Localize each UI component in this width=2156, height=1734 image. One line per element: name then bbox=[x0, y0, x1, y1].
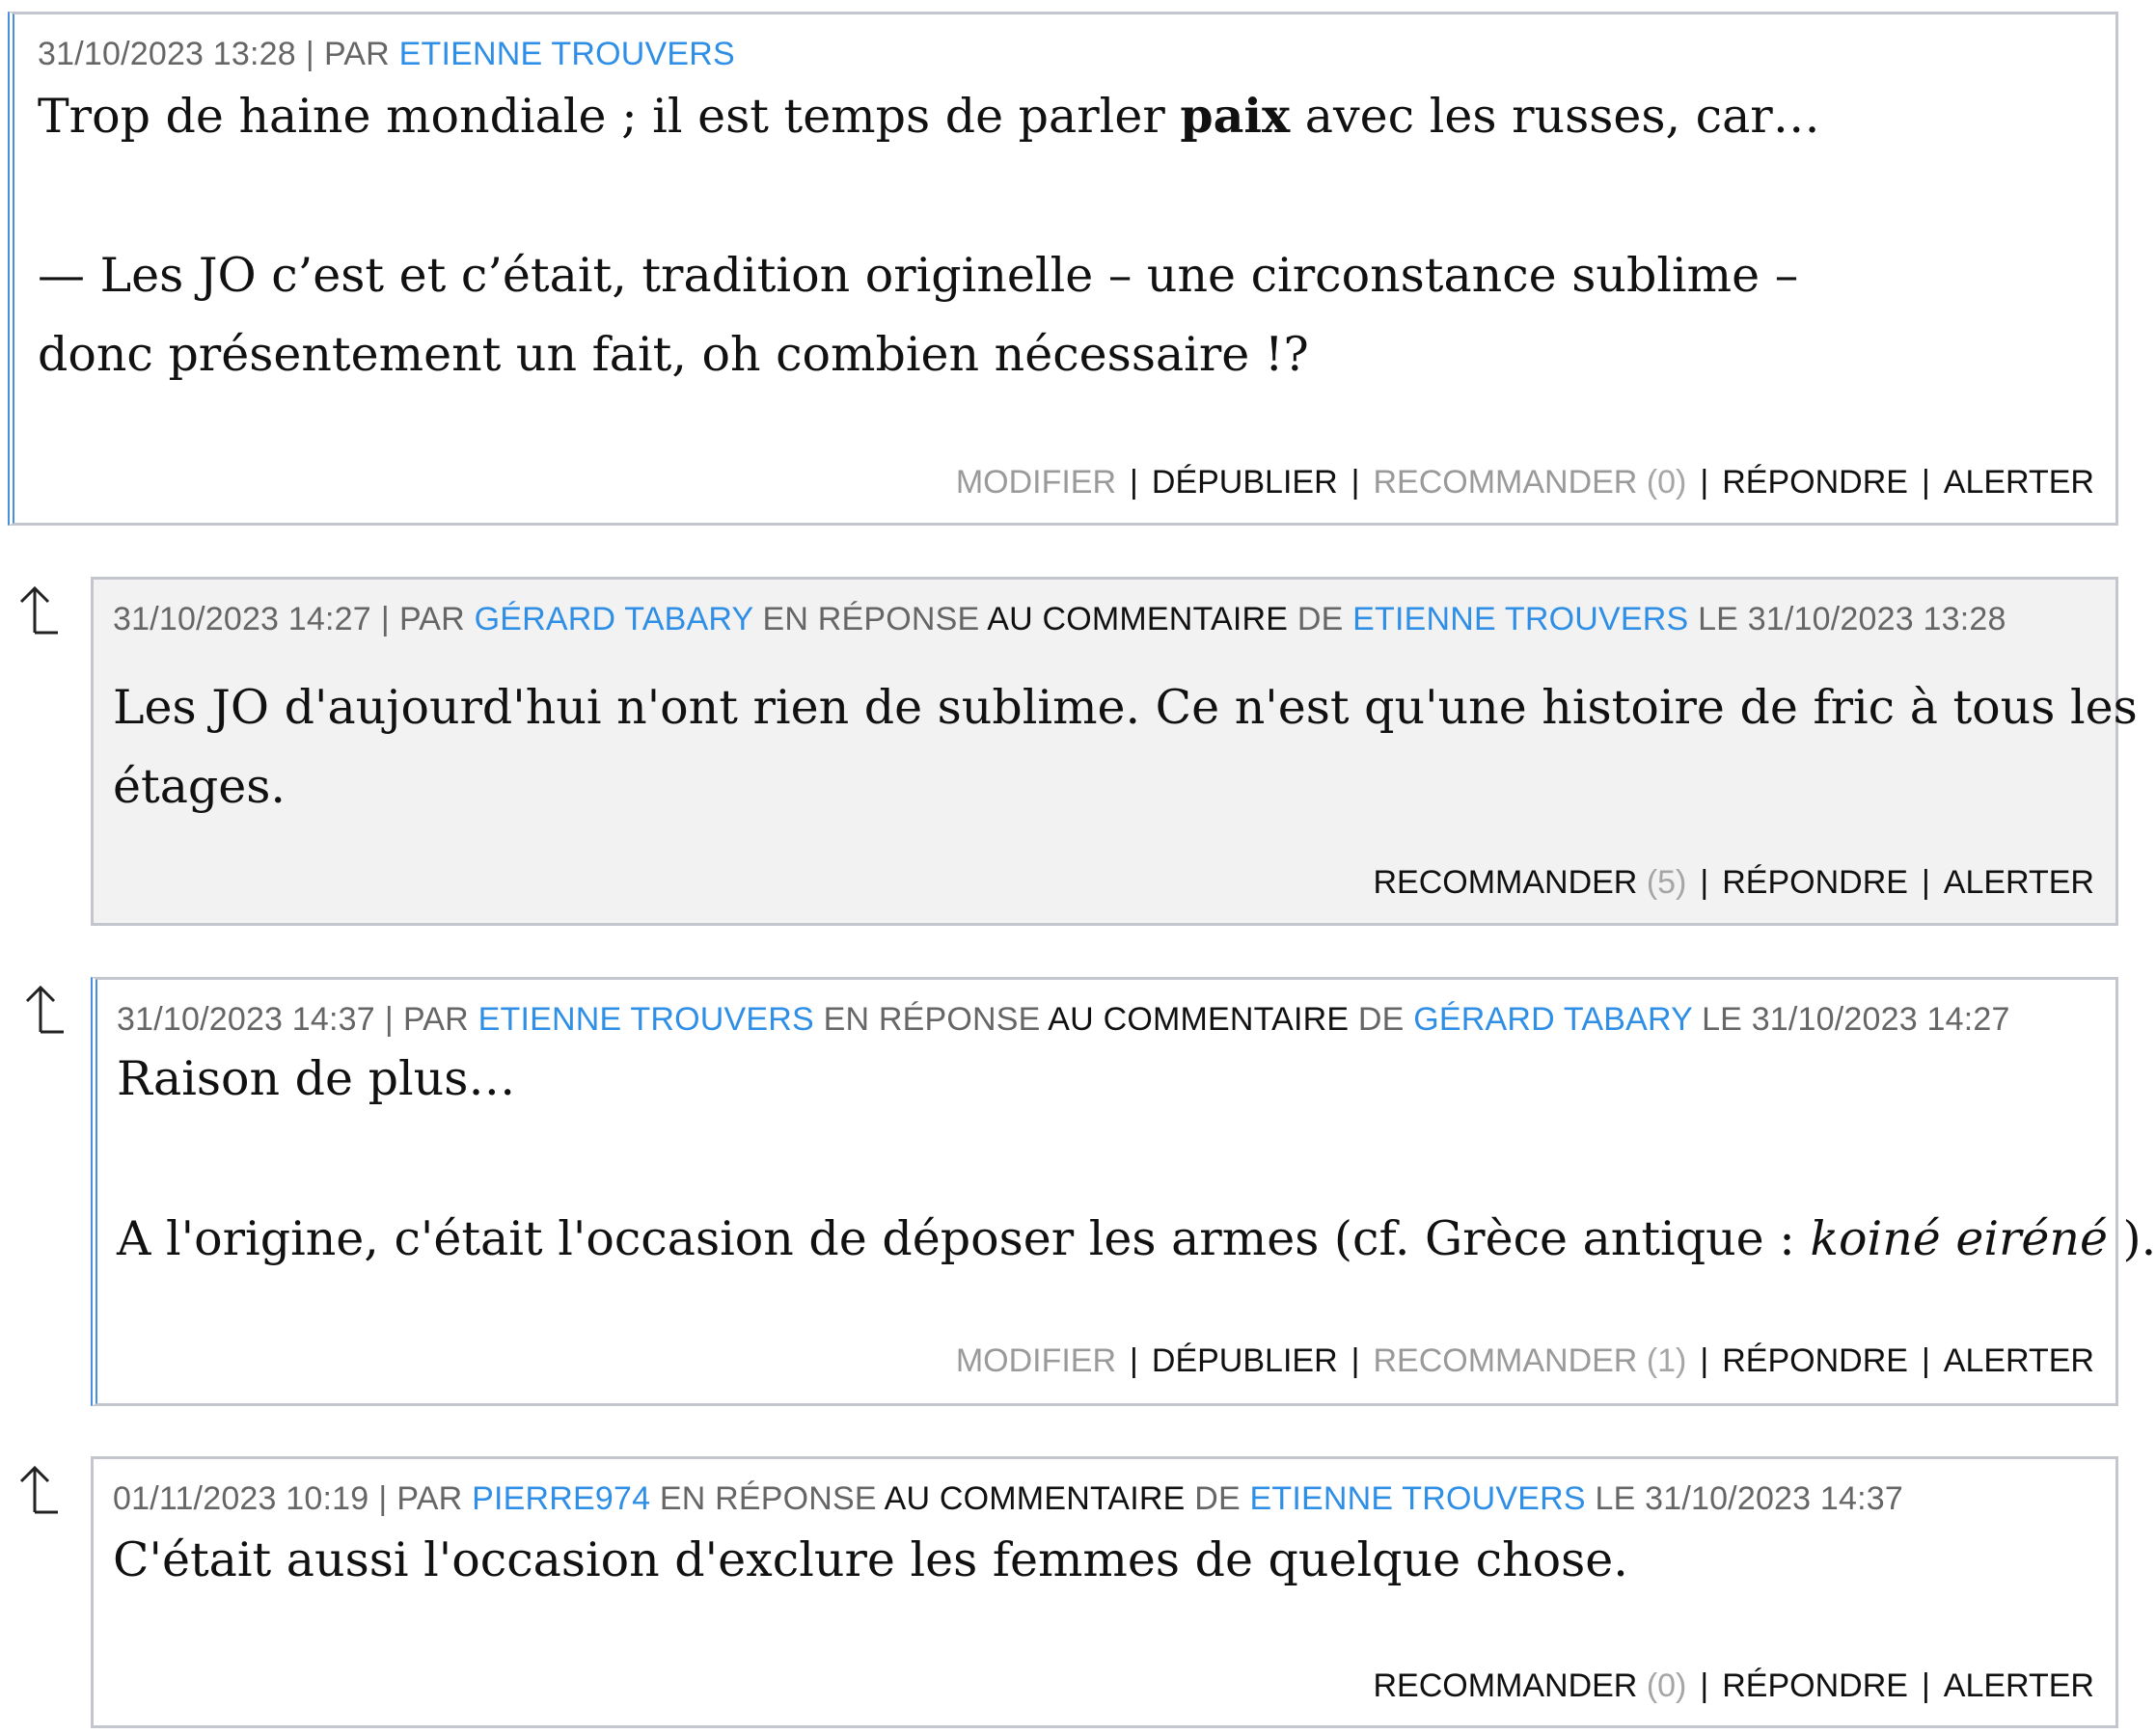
reply-arrow-icon bbox=[12, 581, 62, 638]
repondre-button[interactable]: RÉPONDRE bbox=[1722, 464, 1908, 501]
parent-date: LE 31/10/2023 14:37 bbox=[1595, 1480, 1903, 1517]
depublier-button[interactable]: DÉPUBLIER bbox=[1151, 1342, 1338, 1379]
comment-date: 01/11/2023 10:19 bbox=[113, 1480, 369, 1517]
recommander-button[interactable] bbox=[1373, 864, 1686, 901]
comment-4 bbox=[91, 1456, 2118, 1728]
separator: | bbox=[1921, 1667, 1930, 1704]
author-link[interactable]: GÉRARD TABARY bbox=[474, 601, 753, 637]
alerter-button[interactable]: ALERTER bbox=[1943, 1342, 2094, 1379]
de-label: DE bbox=[1194, 1480, 1241, 1517]
author-link[interactable]: PIERRE974 bbox=[472, 1480, 651, 1517]
recommend-count: (1) bbox=[1646, 1342, 1687, 1379]
comment-body bbox=[117, 1040, 2156, 1279]
de-label: DE bbox=[1357, 1001, 1405, 1038]
body-text: Raison de plus… bbox=[117, 1051, 516, 1106]
body-text: — Les JO c’est et c’était, tradition originelle – une circonstance sublime – bbox=[38, 248, 1799, 303]
comment-meta bbox=[113, 601, 2006, 638]
en-reponse-label: EN RÉPONSE bbox=[659, 1480, 877, 1517]
separator: | bbox=[378, 1480, 388, 1517]
separator: | bbox=[1700, 864, 1709, 901]
parent-comment-link[interactable]: AU COMMENTAIRE bbox=[1048, 1001, 1350, 1038]
separator: | bbox=[1921, 464, 1930, 501]
body-italic: koiné eiréné bbox=[1810, 1211, 2108, 1266]
parent-author-link[interactable]: GÉRARD TABARY bbox=[1413, 1001, 1693, 1038]
reply-arrow-icon bbox=[17, 980, 68, 1038]
repondre-button[interactable]: RÉPONDRE bbox=[1722, 1667, 1908, 1704]
body-bold: paix bbox=[1180, 88, 1291, 144]
comment-body bbox=[38, 76, 1820, 394]
par-label: PAR bbox=[398, 601, 465, 637]
body-text: A l'origine, c'était l'occasion de déposer les armes (cf. Grèce antique : bbox=[117, 1211, 1811, 1266]
parent-author-link[interactable]: ETIENNE TROUVERS bbox=[1352, 601, 1689, 637]
comment-actions bbox=[956, 464, 2094, 501]
author-link[interactable]: ETIENNE TROUVERS bbox=[478, 1001, 814, 1038]
separator: | bbox=[1700, 1667, 1709, 1704]
reply-arrow-icon bbox=[12, 1460, 62, 1518]
repondre-button[interactable]: RÉPONDRE bbox=[1722, 1342, 1908, 1379]
separator: | bbox=[1700, 1342, 1709, 1379]
separator: | bbox=[1921, 1342, 1930, 1379]
body-text: ). bbox=[2107, 1211, 2156, 1266]
comment-body bbox=[113, 668, 2138, 826]
comment-actions bbox=[1373, 1667, 2094, 1705]
separator: | bbox=[1921, 864, 1930, 901]
comment-date: 31/10/2023 13:28 bbox=[38, 36, 296, 72]
modifier-button[interactable]: MODIFIER bbox=[955, 1342, 1117, 1379]
recommander-label: RECOMMANDER bbox=[1373, 1667, 1638, 1704]
separator: | bbox=[1351, 464, 1360, 501]
par-label: PAR bbox=[323, 36, 390, 72]
recommander-label: RECOMMANDER bbox=[1373, 464, 1638, 501]
alerter-button[interactable]: ALERTER bbox=[1943, 464, 2094, 501]
parent-comment-link[interactable]: AU COMMENTAIRE bbox=[987, 601, 1289, 637]
parent-author-link[interactable]: ETIENNE TROUVERS bbox=[1249, 1480, 1586, 1517]
body-text: Trop de haine mondiale ; il est temps de parler bbox=[38, 89, 1181, 144]
recommander-button[interactable] bbox=[1373, 1667, 1686, 1704]
comment-1 bbox=[8, 12, 2118, 526]
author-link[interactable]: ETIENNE TROUVERS bbox=[398, 36, 735, 72]
recommander-label: RECOMMANDER bbox=[1373, 1342, 1638, 1379]
comment-date: 31/10/2023 14:37 bbox=[117, 1001, 375, 1038]
comment-meta bbox=[117, 1001, 2010, 1039]
modifier-button[interactable]: MODIFIER bbox=[955, 464, 1117, 501]
alerter-button[interactable]: ALERTER bbox=[1943, 1667, 2094, 1704]
separator: | bbox=[384, 1001, 394, 1038]
comment-3 bbox=[91, 977, 2156, 1406]
body-text: avec les russes, car… bbox=[1290, 89, 1820, 144]
depublier-button[interactable]: DÉPUBLIER bbox=[1151, 464, 1338, 501]
comment-date: 31/10/2023 14:27 bbox=[113, 601, 371, 637]
recommend-count: (0) bbox=[1646, 464, 1687, 501]
body-text: donc présentement un fait, oh combien nécessaire !? bbox=[38, 327, 1309, 382]
separator: | bbox=[1130, 464, 1138, 501]
par-label: PAR bbox=[402, 1001, 469, 1038]
recommend-count: (5) bbox=[1646, 864, 1687, 901]
body-text: Les JO d'aujourd'hui n'ont rien de sublime. Ce n'est qu'une histoire de fric à tous les bbox=[113, 680, 2138, 735]
body-text: étages. bbox=[113, 759, 286, 814]
recommander-label: RECOMMANDER bbox=[1373, 864, 1638, 901]
comment-2 bbox=[91, 577, 2138, 926]
parent-comment-link[interactable]: AU COMMENTAIRE bbox=[884, 1480, 1186, 1517]
de-label: DE bbox=[1296, 601, 1344, 637]
separator: | bbox=[1700, 464, 1709, 501]
parent-date: LE 31/10/2023 14:27 bbox=[1702, 1001, 2010, 1038]
body-text: C'était aussi l'occasion d'exclure les femmes de quelque chose. bbox=[113, 1532, 1628, 1587]
recommander-button[interactable] bbox=[1373, 464, 1686, 501]
recommend-count: (0) bbox=[1646, 1667, 1687, 1704]
comment-body bbox=[113, 1521, 1628, 1600]
alerter-button[interactable]: ALERTER bbox=[1943, 864, 2094, 901]
en-reponse-label: EN RÉPONSE bbox=[762, 601, 980, 637]
par-label: PAR bbox=[396, 1480, 463, 1517]
comment-actions bbox=[956, 1342, 2094, 1380]
en-reponse-label: EN RÉPONSE bbox=[823, 1001, 1041, 1038]
comment-actions bbox=[1373, 864, 2094, 902]
recommander-button[interactable] bbox=[1373, 1342, 1686, 1379]
separator: | bbox=[1130, 1342, 1138, 1379]
comment-meta bbox=[113, 1480, 1903, 1518]
repondre-button[interactable]: RÉPONDRE bbox=[1722, 864, 1908, 901]
comment-meta bbox=[38, 36, 735, 73]
separator: | bbox=[380, 601, 390, 637]
separator: | bbox=[305, 36, 314, 72]
separator: | bbox=[1351, 1342, 1360, 1379]
parent-date: LE 31/10/2023 13:28 bbox=[1698, 601, 2006, 637]
